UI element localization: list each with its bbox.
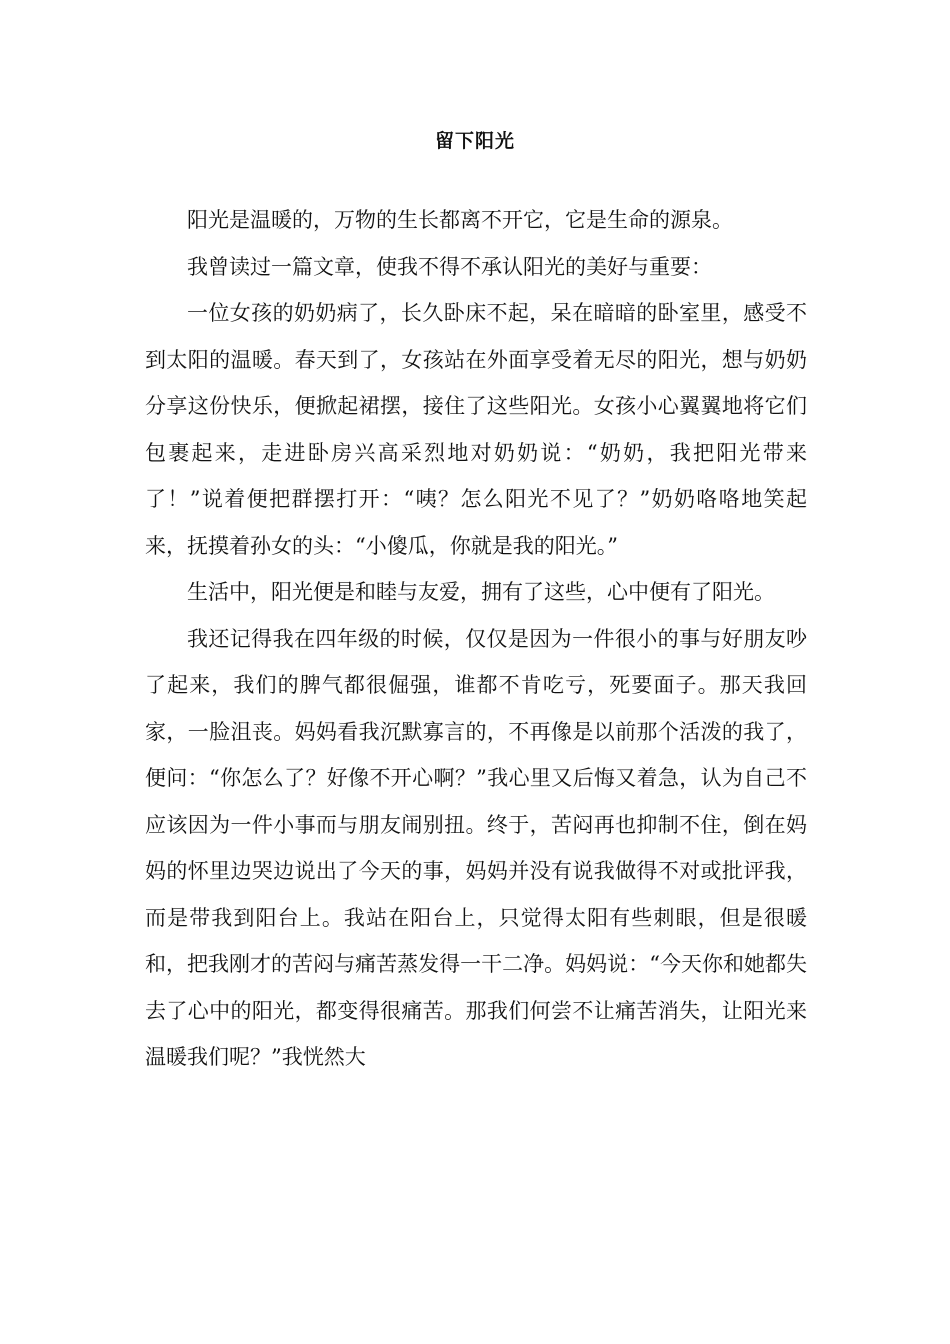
paragraph: 阳光是温暖的，万物的生长都离不开它，它是生命的源泉。 (187, 208, 733, 232)
paragraph: 生活中，阳光便是和睦与友爱，拥有了这些，心中便有了阳光。 (187, 580, 775, 604)
paragraph: 我还记得我在四年级的时候，仅仅是因为一件很小的事与好朋友吵了起来，我们的脾气都很倔强，谁都不肯吃亏，死要面子。那天我回家，一脸沮丧。妈妈看我沉默寡言的，不再像是以前那个活泼的我了，便问：“你怎么了？好像不开心啊？”我心里又后悔又着急，认为自己不应该因为一件小事而与朋友闹别扭。终于，苦闷再也抑制不住，倒在妈妈的怀里边哭边说出了今天的事，妈妈并没有说我做得不对或批评我，而是带我到阳台上。我站在阳台上，只觉得太阳有些刺眼，但是很暖和，把我刚才的苦闷与痛苦蒸发得一干二净。妈妈说：“今天你和她都失去了心中的阳光，都变得很痛苦。那我们何尝不让痛苦消失，让阳光来温暖我们呢？”我恍然大 (145, 626, 807, 1069)
document-title: 留下阳光 (434, 130, 515, 152)
paragraph: 一位女孩的奶奶病了，长久卧床不起，呆在暗暗的卧室里，感受不到太阳的温暖。春天到了，女孩站在外面享受着无尽的阳光，想与奶奶分享这份快乐，便掀起裙摆，接住了这些阳光。女孩小心翼翼地将它们包裹起来，走进卧房兴高采烈地对奶奶说：“奶奶，我把阳光带来了！”说着便把群摆打开：“咦？怎么阳光不见了？”奶奶咯咯地笑起来，抚摸着孙女的头：“小傻瓜，你就是我的阳光。” (145, 301, 807, 558)
document-body (145, 197, 807, 1081)
paragraph: 我曾读过一篇文章，使我不得不承认阳光的美好与重要： (187, 254, 712, 279)
